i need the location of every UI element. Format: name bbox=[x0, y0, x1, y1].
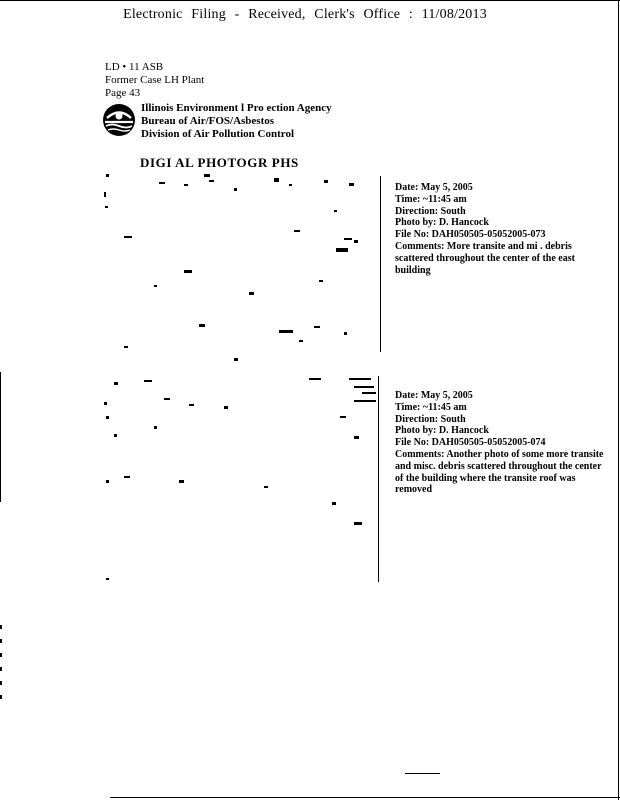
photo-1-divider bbox=[380, 176, 381, 352]
photo-1-direction: Direction: South bbox=[395, 205, 466, 217]
scan-edge-right bbox=[618, 0, 619, 800]
section-title: DIGI AL PHOTOGR PHS bbox=[140, 155, 299, 170]
photo-1-photographer: Photo by: D. Hancock bbox=[395, 217, 489, 229]
photo-1-time: Time: ~11:45 am bbox=[395, 193, 467, 205]
photo-2-date: Date: May 5, 2005 bbox=[395, 390, 473, 401]
photo-2-direction: Direction: South bbox=[395, 413, 466, 425]
reference-line-2: Former Case LH Plant bbox=[105, 74, 205, 86]
case-reference bbox=[105, 61, 204, 100]
photo-2-caption bbox=[395, 390, 610, 496]
reference-line-1: LD • 11 ASB bbox=[105, 61, 164, 73]
photo-1-file-no: File No: DAH050505-05052005-073 bbox=[395, 229, 546, 241]
photo-1 bbox=[104, 170, 376, 352]
scan-edge-bottom bbox=[110, 797, 620, 798]
agency-text bbox=[141, 102, 332, 141]
scan-edge-left-dots bbox=[0, 625, 2, 705]
agency-bureau: Bureau of Air/FOS/Asbestos bbox=[141, 115, 275, 127]
filing-header: Electronic Filing - Received, Clerk's Office : 11/08/2013 bbox=[123, 7, 487, 22]
photo-1-date: Date: May 5, 2005 bbox=[395, 182, 473, 193]
page-footer-rule bbox=[405, 773, 440, 774]
photo-1-comments: Comments: More transite and mi . debris scattered throughout the center of the east building bbox=[395, 240, 575, 276]
reference-line-3: Page 43 bbox=[105, 87, 141, 99]
photo-2-file-no: File No: DAH050505-05052005-074 bbox=[395, 437, 546, 449]
photo-2-time: Time: ~11:45 am bbox=[395, 401, 467, 413]
photo-2 bbox=[104, 376, 376, 582]
photo-2-divider bbox=[378, 376, 379, 582]
photo-2-photographer: Photo by: D. Hancock bbox=[395, 425, 489, 437]
photo-2-comments: Comments: Another photo of some more transite and misc. debris scattered throughout the center of the building where the transite roof was removed bbox=[395, 448, 604, 496]
agency-division: Division of Air Pollution Control bbox=[141, 128, 295, 140]
scan-edge-left bbox=[0, 372, 1, 502]
agency-name: Illinois Environment l Pro ection Agency bbox=[141, 102, 332, 114]
photo-1-caption bbox=[395, 182, 610, 276]
ipea-logo-icon bbox=[102, 103, 136, 137]
scan-edge-top bbox=[0, 0, 620, 1]
